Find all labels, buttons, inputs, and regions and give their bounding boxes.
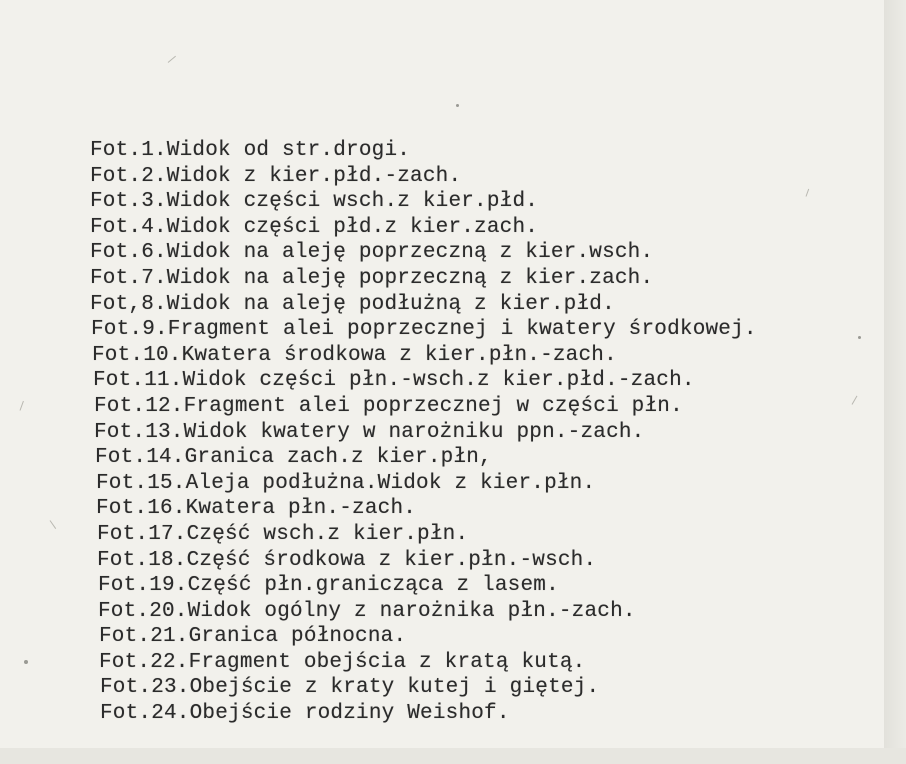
caption-line-3: Fot.3.Widok części wsch.z kier.płd. (90, 190, 539, 214)
scan-edge-right (884, 0, 906, 764)
caption-line-22: Fot.23.Obejście z kraty kutej i giętej. (100, 676, 600, 700)
caption-line-4: Fot.4.Widok części płd.z kier.zach. (90, 215, 539, 239)
caption-line-15: Fot.16.Kwatera płn.-zach. (96, 497, 417, 521)
caption-line-2: Fot.2.Widok z kier.płd.-zach. (90, 164, 462, 188)
paper-scratch (20, 401, 24, 411)
caption-line-17: Fot.18.Część środkowa z kier.płn.-wsch. (97, 548, 597, 572)
caption-line-8: Fot.9.Fragment alei poprzecznej i kwatery środkowej. (91, 318, 757, 342)
scan-edge-bottom (0, 748, 906, 764)
caption-line-7: Fot,8.Widok na aleję podłużną z kier.płd. (90, 292, 615, 316)
paper-scratch (168, 56, 176, 63)
caption-line-20: Fot.21.Granica północna. (99, 625, 407, 649)
caption-line-1: Fot.1.Widok od str.drogi. (90, 139, 411, 162)
paper-speck (858, 336, 861, 339)
paper-speck (456, 104, 459, 107)
caption-line-9: Fot.10.Kwatera środkowa z kier.płn.-zach. (92, 343, 617, 367)
caption-line-19: Fot.20.Widok ogólny z narożnika płn.-zach. (98, 599, 636, 623)
paper-speck (24, 660, 28, 664)
caption-line-23: Fot.24.Obejście rodziny Weishof. (100, 702, 510, 726)
caption-line-18: Fot.19.Część płn.granicząca z lasem. (98, 574, 559, 598)
caption-line-5: Fot.6.Widok na aleję poprzeczną z kier.wsch. (90, 241, 654, 265)
photo-caption-list (90, 138, 890, 727)
paper-scratch (50, 520, 57, 529)
caption-line-12: Fot.13.Widok kwatery w narożniku ppn.-zach. (94, 420, 645, 444)
caption-line-13: Fot.14.Granica zach.z kier.płn, (95, 446, 492, 470)
caption-line-11: Fot.12.Fragment alei poprzecznej w części płn. (94, 394, 683, 418)
caption-line-6: Fot.7.Widok na aleję poprzeczną z kier.zach. (90, 266, 654, 290)
caption-line-21: Fot.22.Fragment obejścia z kratą kutą. (99, 650, 586, 674)
caption-line-16: Fot.17.Część wsch.z kier.płn. (97, 522, 469, 546)
caption-line-14: Fot.15.Aleja podłużna.Widok z kier.płn. (96, 471, 596, 495)
caption-line-10: Fot.11.Widok części płn.-wsch.z kier.płd.-zach. (93, 369, 695, 393)
